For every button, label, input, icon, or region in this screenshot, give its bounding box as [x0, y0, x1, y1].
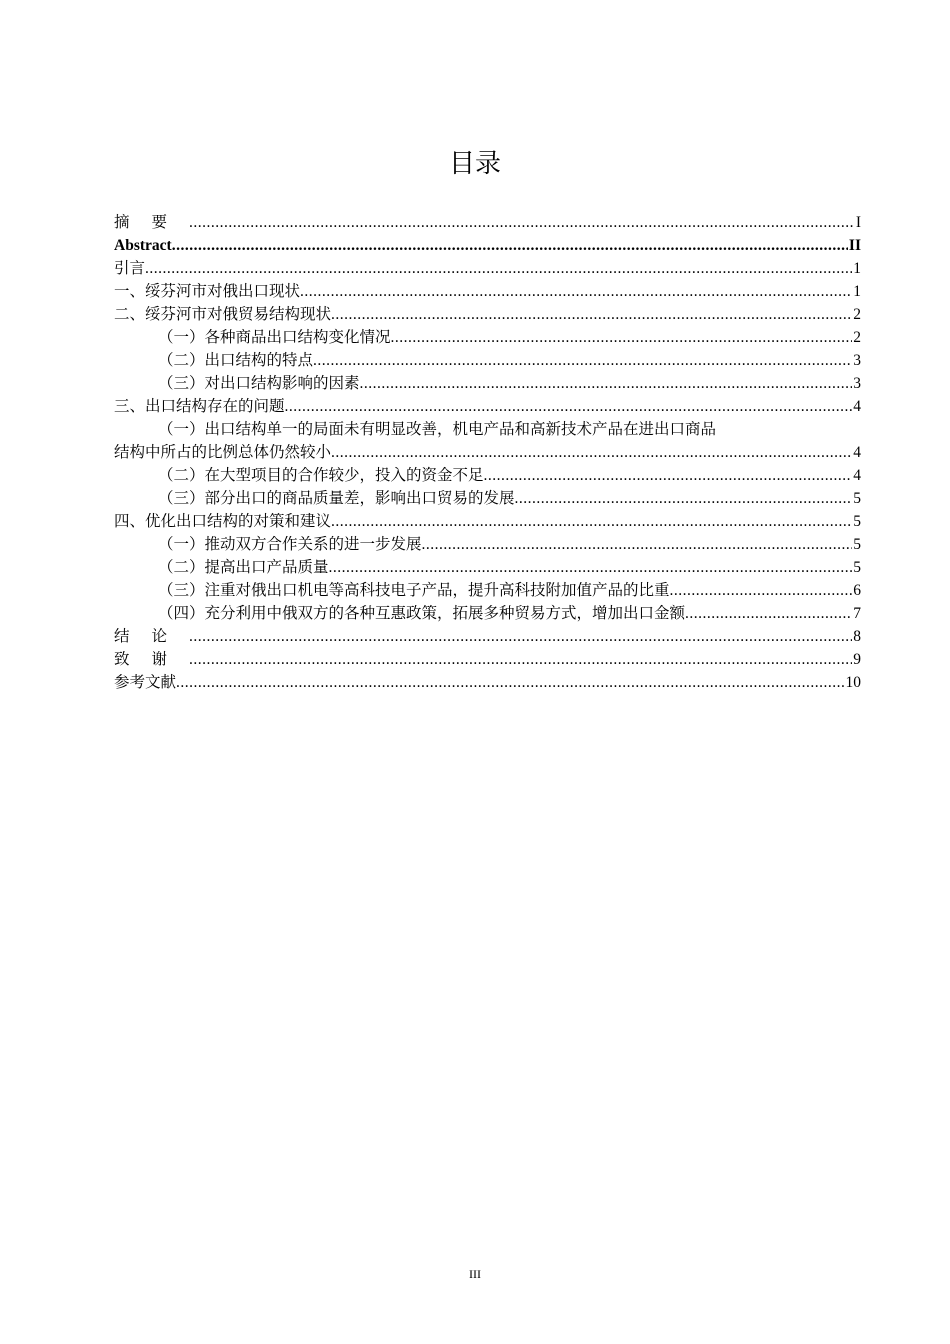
- toc-leader-dots: [515, 487, 853, 510]
- toc-entry-label: （一）各种商品出口结构变化情况: [158, 328, 391, 346]
- toc-entry-section-2-1[interactable]: [114, 326, 861, 349]
- toc-leader-dots: [422, 533, 853, 556]
- toc-leader-dots: [172, 234, 848, 257]
- toc-leader-dots: [391, 326, 853, 349]
- toc-entry-label: 结构中所占的比例总体仍然较小: [114, 443, 332, 461]
- toc-entry-label: （三）对出口结构影响的因素: [158, 374, 360, 392]
- toc-leader-dots: [360, 372, 853, 395]
- toc-leader-dots: [670, 579, 853, 602]
- toc-entry-page: 5: [853, 536, 861, 553]
- toc-leader-dots: [331, 510, 852, 533]
- toc-entry-label: 一、绥芬河市对俄出口现状: [114, 282, 301, 300]
- toc-entry-label: Abstract: [114, 237, 172, 254]
- toc-entry-label: （四）充分利用中俄双方的各种互惠政策，拓展多种贸易方式，增加出口金额: [158, 604, 686, 622]
- toc-entry-page: 4: [853, 467, 861, 484]
- toc-leader-dots: [331, 303, 852, 326]
- toc-entry-section-3-1-line2[interactable]: [114, 441, 861, 464]
- toc-entry-intro[interactable]: [114, 257, 861, 280]
- page-number: III: [469, 1267, 481, 1281]
- toc-entry-page: 4: [853, 444, 861, 461]
- toc-entry-thanks[interactable]: [114, 648, 861, 671]
- toc-entry-label: （三）部分出口的商品质量差，影响出口贸易的发展: [158, 489, 515, 507]
- toc-entry-label: 二、绥芬河市对俄贸易结构现状: [114, 305, 332, 323]
- toc-entry-references[interactable]: [114, 671, 861, 694]
- toc-entry-section-3[interactable]: [114, 395, 861, 418]
- toc-entry-page: 7: [853, 605, 861, 622]
- toc-entry-page: 9: [853, 651, 861, 668]
- toc-entry-section-4-4[interactable]: [114, 602, 861, 625]
- toc-entry-label: 参考文献: [114, 673, 177, 691]
- toc-leader-dots: [685, 602, 852, 625]
- toc-leader-dots: [300, 280, 852, 303]
- toc-entry-page: 4: [853, 398, 861, 415]
- toc-entry-section-4[interactable]: [114, 510, 861, 533]
- toc-entry-section-3-1-line1[interactable]: （一）出口结构单一的局面未有明显改善，机电产品和高新技术产品在进出口商品: [158, 420, 717, 438]
- toc-entry-section-3-3[interactable]: [114, 487, 861, 510]
- toc-entry-page: 8: [853, 628, 861, 645]
- toc-entry-label: 四、优化出口结构的对策和建议: [114, 512, 332, 530]
- toc-leader-dots: [189, 625, 852, 648]
- toc-entry-label: （二）在大型项目的合作较少，投入的资金不足: [158, 466, 484, 484]
- toc-entry-section-4-2[interactable]: [114, 556, 861, 579]
- toc-entry-page: 2: [853, 306, 861, 323]
- toc-entry-abstract-cn[interactable]: [114, 211, 861, 234]
- toc-leader-dots: [484, 464, 853, 487]
- toc-entry-page: I: [855, 214, 861, 231]
- page-title: 目录: [448, 149, 501, 179]
- toc-entry-page: 3: [853, 352, 861, 369]
- toc-entry-page: 5: [853, 559, 861, 576]
- toc-entry-page: 6: [853, 582, 861, 599]
- toc-entry-label: （二）出口结构的特点: [158, 351, 314, 369]
- toc-leader-dots: [329, 556, 853, 579]
- toc-entry-page: 1: [853, 283, 861, 300]
- toc-entry-page: 2: [853, 329, 861, 346]
- toc-entry-page: II: [848, 237, 861, 254]
- toc-leader-dots: [176, 671, 844, 694]
- toc-entry-label: （一）推动双方合作关系的进一步发展: [158, 535, 422, 553]
- toc-entry-section-1[interactable]: [114, 280, 861, 303]
- toc-entry-page: 1: [853, 260, 861, 277]
- toc-leader-dots: [285, 395, 853, 418]
- toc-leader-dots: [313, 349, 852, 372]
- toc-entry-label: 三、出口结构存在的问题: [114, 397, 285, 415]
- toc-leader-dots: [331, 441, 852, 464]
- toc-entry-label: （二）提高出口产品质量: [158, 558, 329, 576]
- toc-entry-page: 10: [845, 674, 861, 691]
- toc-entry-label: （三）注重对俄出口机电等高科技电子产品，提升高科技附加值产品的比重: [158, 581, 670, 599]
- toc-entry-label: 引言: [114, 259, 146, 277]
- toc-entry-label: 摘要: [114, 213, 190, 231]
- toc-entry-label: 致谢: [114, 650, 190, 668]
- toc-entry-section-2[interactable]: [114, 303, 861, 326]
- toc-entry-section-2-3[interactable]: [114, 372, 861, 395]
- toc-entry-page: 3: [853, 375, 861, 392]
- toc-leader-dots: [189, 648, 852, 671]
- toc-entry-section-3-2[interactable]: [114, 464, 861, 487]
- toc-entry-label: 结论: [114, 627, 190, 645]
- toc-entry-section-4-3[interactable]: [114, 579, 861, 602]
- toc-leader-dots: [189, 211, 855, 234]
- toc-entry-abstract-en[interactable]: [114, 234, 861, 257]
- toc-entry-page: 5: [853, 490, 861, 507]
- toc-entry-page: 5: [853, 513, 861, 530]
- toc-entry-section-4-1[interactable]: [114, 533, 861, 556]
- toc-entry-section-2-2[interactable]: [114, 349, 861, 372]
- toc-leader-dots: [145, 257, 852, 280]
- table-of-contents: [114, 211, 861, 694]
- toc-entry-conclusion[interactable]: [114, 625, 861, 648]
